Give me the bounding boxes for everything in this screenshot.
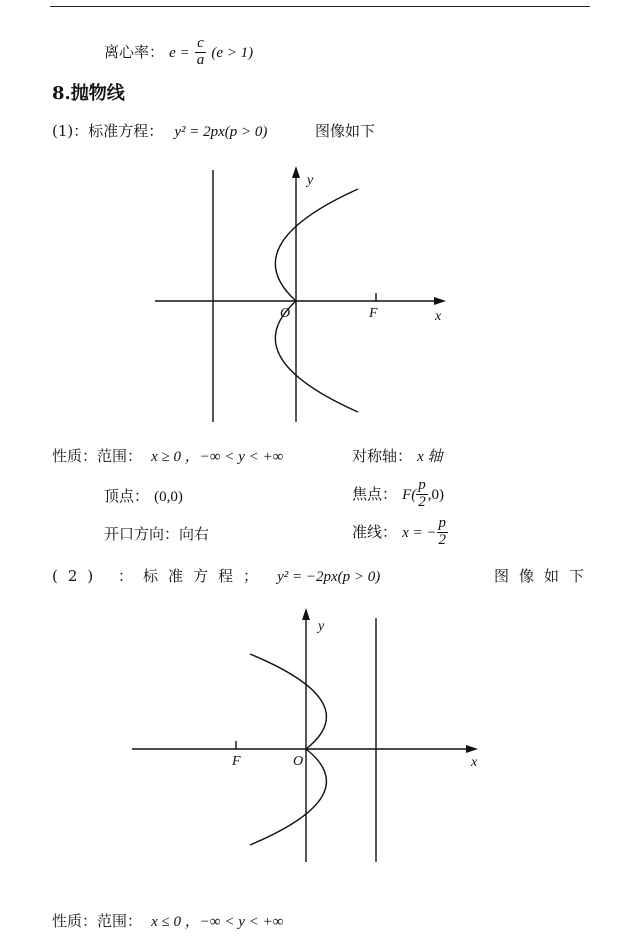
x-axis-arrow [434, 297, 446, 305]
range-value: x ≤ 0 ，−∞ < y < +∞ [151, 914, 284, 930]
focus-prop-label: 焦点： [352, 484, 398, 503]
directrix-label: 准线： [352, 522, 398, 541]
x-axis-label: x [435, 309, 442, 324]
y-axis-arrow [302, 608, 310, 620]
y-axis-label: y [307, 173, 314, 188]
props-label: 性质： [52, 447, 98, 465]
eccentricity-fraction [195, 36, 207, 69]
directrix-prefix: x = − [402, 524, 437, 541]
part1-range-line [52, 445, 283, 466]
part1-focus-line [352, 478, 444, 511]
eccentricity-cond: (e > 1) [211, 44, 254, 61]
part2-equation: y² = −2px(p > 0) [277, 569, 381, 585]
range-label: 范围： [97, 912, 143, 930]
eccentricity-label: 离心率： [104, 42, 165, 61]
focus-label: F [232, 754, 241, 769]
props-label: 性质： [52, 912, 98, 930]
part1-directrix-line [352, 516, 448, 549]
part1-equation: y² = 2px(p > 0) [174, 124, 268, 140]
focus-den: 2 [418, 493, 426, 510]
directrix-num: p [438, 515, 447, 531]
part1-header [52, 120, 267, 141]
opening-label: 开口方向： [104, 525, 180, 543]
part1-label: (1)：标准方程： [52, 122, 164, 140]
origin-label: O [280, 306, 291, 321]
part1-opening-line [104, 523, 209, 544]
focus-label: F [369, 306, 378, 321]
directrix-den: 2 [438, 531, 447, 548]
y-axis-label: y [318, 619, 325, 634]
x-axis-arrow [466, 745, 478, 753]
y-axis-arrow [292, 166, 300, 178]
focus-suffix: ,0) [427, 486, 445, 503]
part2-image-note: 图像如下 [494, 567, 595, 585]
vertex-value: (0,0) [154, 489, 183, 505]
part1-image-note: 图像如下 [315, 122, 376, 140]
eccentricity-lhs: e = [169, 44, 190, 61]
focus-num: p [418, 477, 426, 493]
vertex-label: 顶点： [104, 487, 150, 505]
x-axis-label: x [471, 755, 478, 770]
range-label: 范围： [97, 447, 143, 465]
origin-label: O [293, 754, 304, 769]
parabola-right-graph [150, 160, 460, 430]
opening-value: 向右 [179, 525, 210, 543]
range-value: x ≥ 0 ，−∞ < y < +∞ [151, 449, 284, 465]
axis-label: 对称轴： [352, 447, 413, 465]
part1-axis-line [352, 445, 443, 466]
focus-prefix: F( [402, 486, 417, 503]
part2-header [52, 565, 380, 586]
part2-label: (2) ：标准方程； [52, 567, 269, 585]
parabola-left-graph [128, 604, 488, 869]
directrix-fraction [437, 516, 449, 549]
axis-value: x 轴 [417, 449, 443, 465]
focus-fraction [416, 478, 428, 511]
part1-vertex-line [104, 485, 183, 506]
eccentricity-num: c [195, 36, 207, 53]
top-rule [50, 6, 590, 7]
section-title: 8.抛物线 [52, 83, 125, 104]
eccentricity-line [104, 36, 253, 69]
part2-range-line [52, 910, 283, 931]
eccentricity-den: a [196, 51, 205, 68]
